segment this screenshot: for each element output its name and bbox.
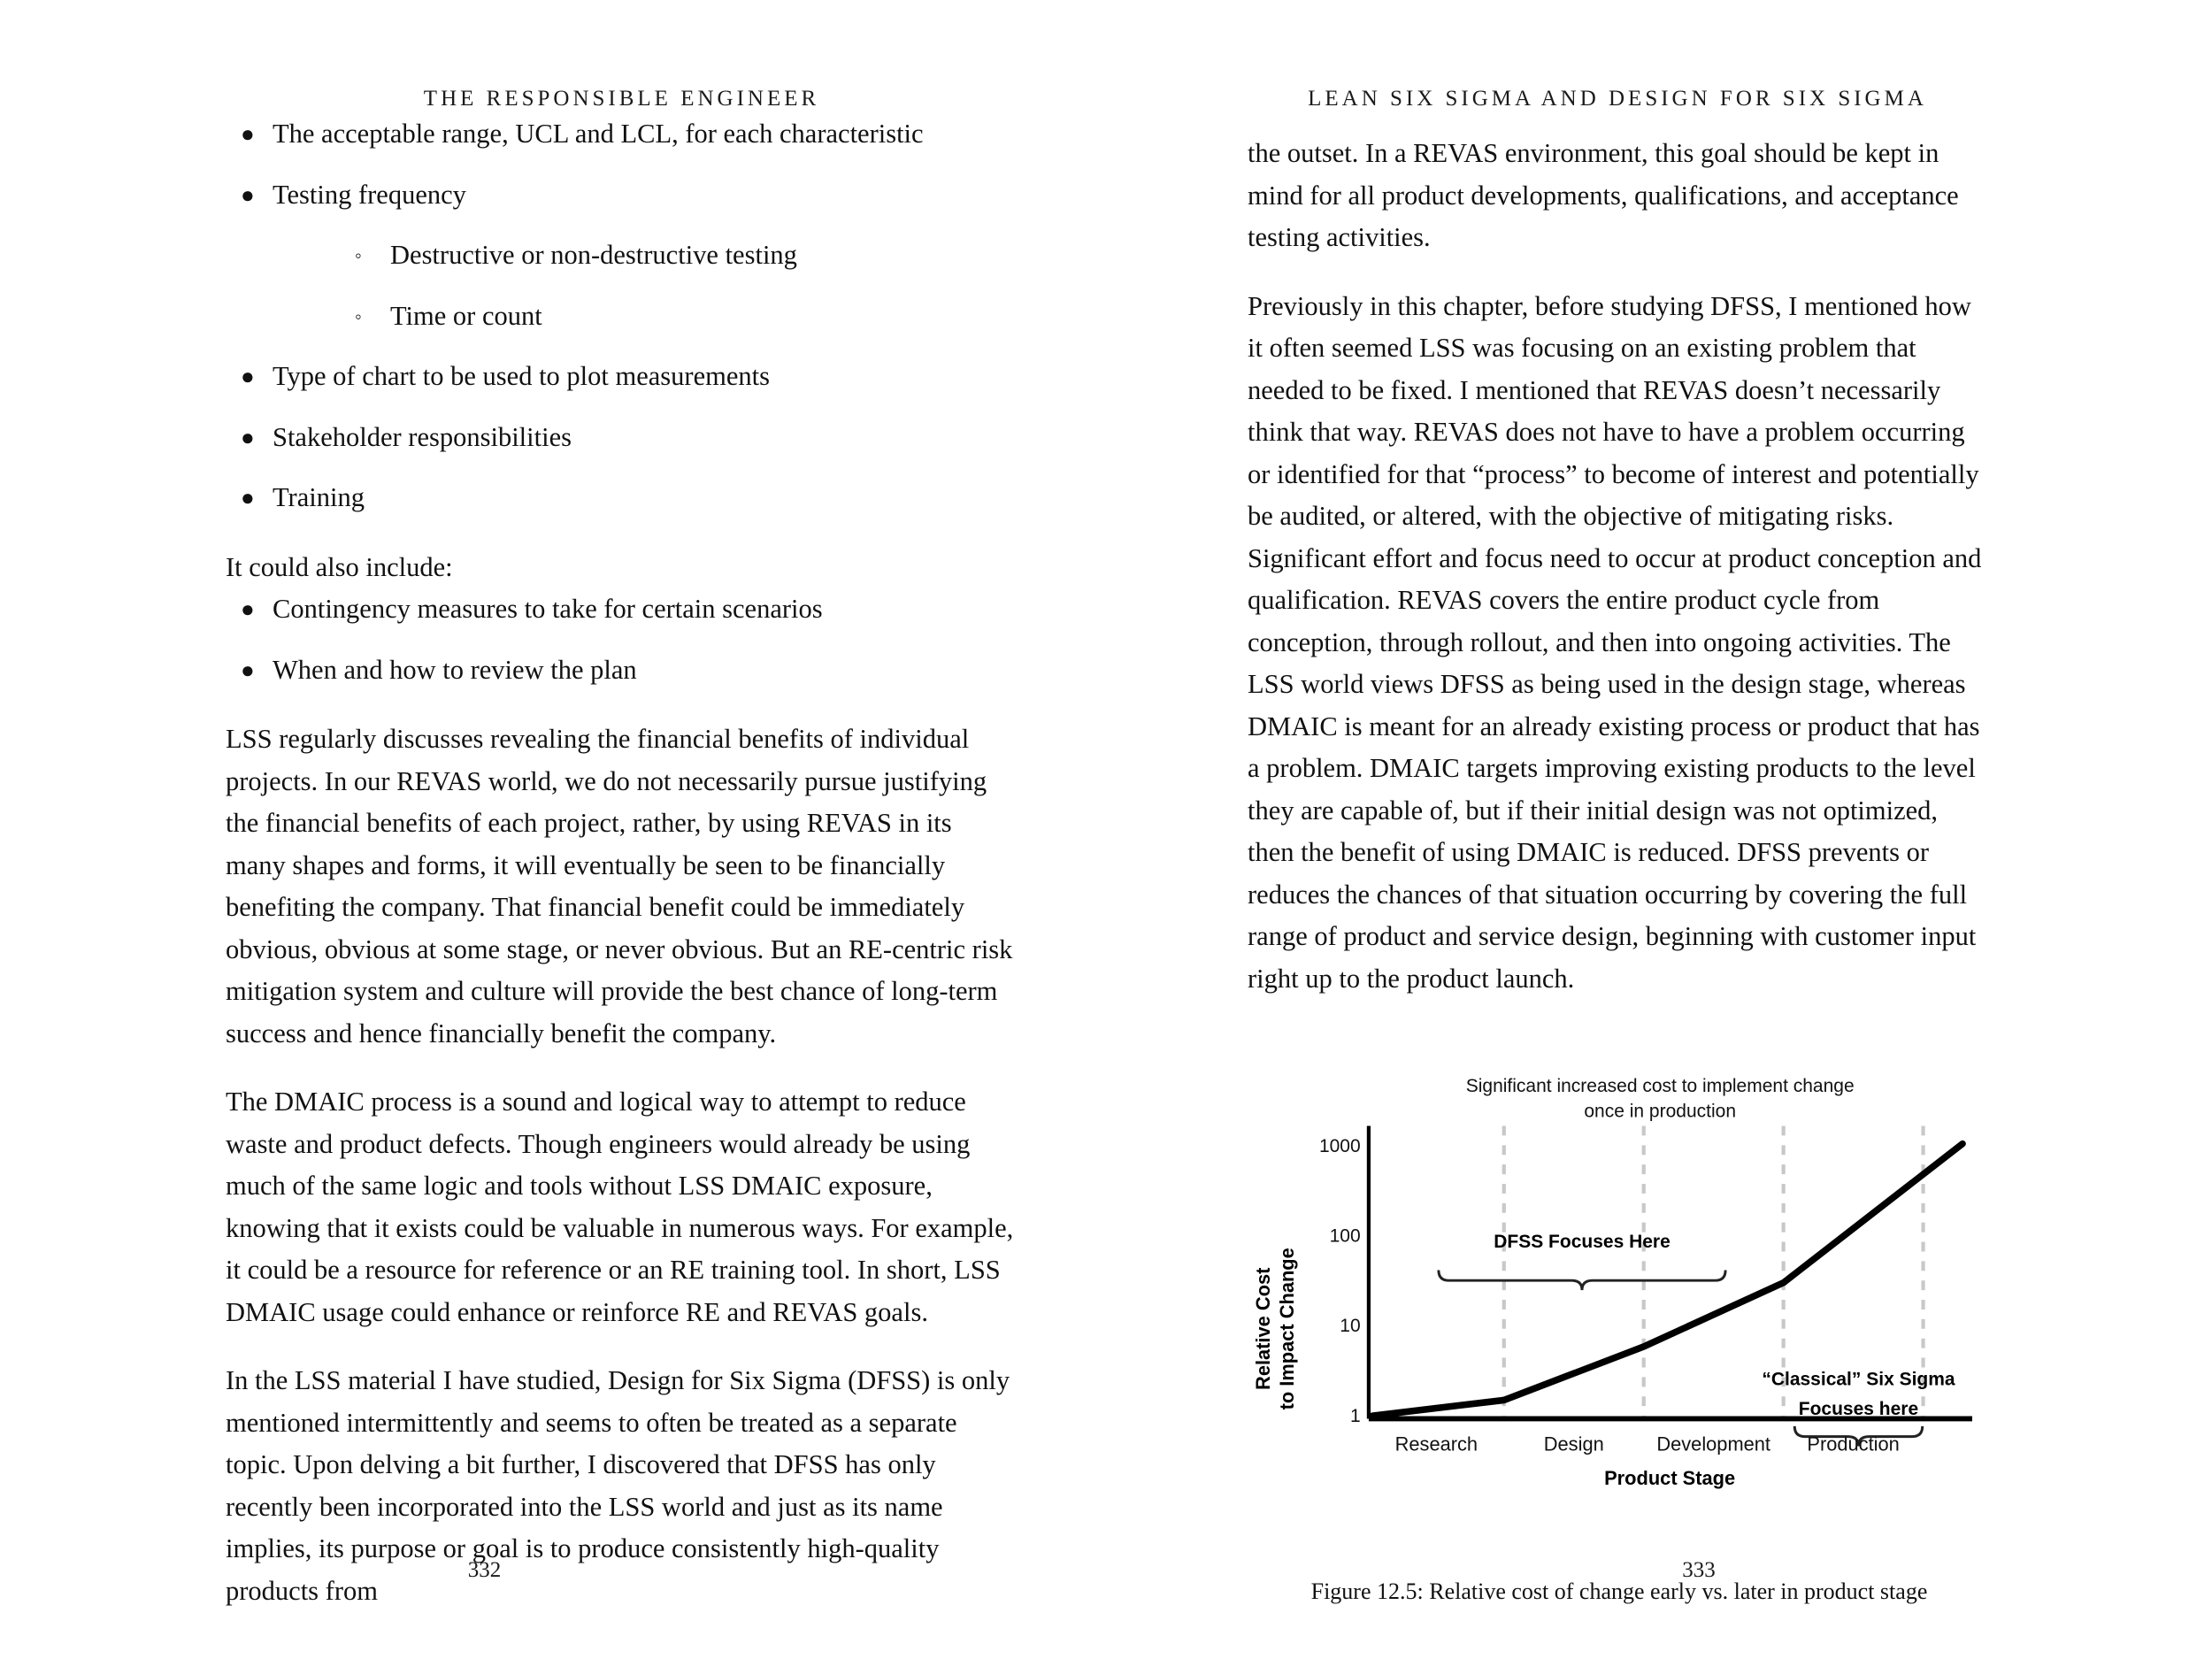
chart-title-line-1: Significant increased cost to implement change (1465, 1075, 1855, 1096)
y-axis-title-line-1: Relative Cost (1252, 1267, 1275, 1390)
chart-title-line-2: once in production (1584, 1101, 1737, 1122)
list-item (340, 296, 1018, 338)
bullet-marker-icon: ● (241, 424, 255, 450)
list-item (226, 649, 1018, 692)
y-axis-title (1252, 1248, 1298, 1409)
bullet-marker-icon: ● (241, 596, 255, 622)
bullet-marker-icon: ● (241, 121, 255, 147)
list-item-label: Contingency measures to take for certain scenarios (273, 594, 823, 624)
paragraph: LSS regularly discusses revealing the financial benefits of individual projects. In our REVAS world, we do not necessarily pursue justifying the financial benefits of each project, rather, by using REVAS in its many shapes and forms, it will eventually be seen to be financially benefiting the company. That financial benefit could be immediately obvious, obvious at some stage, or never obvious. But an RE-centric risk mitigation system and culture will provide the best chance of long-term success and hence financially benefit the company. (226, 724, 1013, 1048)
y-axis-title-line-2: to Impact Change (1276, 1248, 1299, 1410)
list-item-label: Time or count (390, 300, 542, 331)
bullet-marker-icon: ● (241, 485, 255, 511)
bullet-marker-icon: ● (241, 364, 255, 389)
x-axis-title: Product Stage (1604, 1467, 1736, 1490)
list-item (226, 477, 1018, 519)
intro-line: It could also include: (226, 551, 453, 582)
brace-dfss-icon (1439, 1270, 1725, 1290)
list-item-label: Testing frequency (273, 179, 466, 210)
list-item-label: Training (273, 482, 365, 512)
list-item-label: Stakeholder responsibilities (273, 421, 572, 452)
list-item-label: The acceptable range, UCL and LCL, for each characteristic (273, 119, 924, 149)
running-head-left: THE RESPONSIBLE ENGINEER (423, 87, 820, 111)
list-item (226, 588, 1018, 631)
list-item (226, 356, 1018, 398)
list-item (226, 417, 1018, 459)
figure-12-5 (1248, 1030, 1991, 1607)
page-number-left: 332 (467, 1558, 502, 1582)
list-item (340, 234, 1018, 277)
annotation-dfss-label: DFSS Focuses Here (1494, 1232, 1671, 1253)
list-item (226, 113, 1018, 156)
bullet-marker-icon: ● (241, 657, 255, 683)
list-item (226, 174, 1018, 338)
y-tick-label-1000: 1000 (1318, 1135, 1361, 1156)
bullet-marker-hollow-icon: ◦ (355, 304, 362, 327)
x-tick-label-research: Research (1394, 1432, 1479, 1455)
paragraph: In the LSS material I have studied, Design for Six Sigma (DFSS) is only mentioned intermittently and seems to often be treated as a separate topic. Upon delving a bit further, I discovered that DFSS has only recently been incorporated into the LSS world and just as its name implies, its purpose or goal is to produce consistently high-quality products from (226, 1365, 1010, 1606)
x-tick-label-design: Design (1543, 1432, 1604, 1455)
paragraph: the outset. In a REVAS environment, this goal should be kept in mind for all product developments, qualifications, and acceptance testing activities. (1248, 138, 1959, 252)
bullet-list-primary (226, 113, 1018, 519)
y-tick-label-10: 10 (1340, 1316, 1361, 1337)
chart-relative-cost-of-change (1248, 1030, 1991, 1561)
annotation-six-sigma-line-2: Focuses here (1798, 1399, 1919, 1420)
list-item-label: When and how to review the plan (273, 654, 637, 685)
annotation-six-sigma-line-1: “Classical” Six Sigma (1762, 1369, 1955, 1390)
bullet-marker-icon: ● (241, 181, 255, 208)
y-tick-label-1: 1 (1349, 1405, 1361, 1426)
bullet-marker-hollow-icon: ◦ (355, 244, 362, 266)
paragraph: Previously in this chapter, before studying DFSS, I mentioned how it often seemed LSS was focusing on an existing problem that needed to be fixed. I mentioned that REVAS doesn’t necessarily think that way. REVAS does not have to have a problem occurring or identified for that “process” to become of interest and potentially be audited, or altered, with the objective of mitigating risks. Significant effort and focus need to occur at product conception and qualification. REVAS covers the entire product cycle from conception, through rollout, and then into ongoing activities. The LSS world views DFSS as being used in the design stage, whereas DMAIC is meant for an already existing process or product that has a problem. DMAIC targets improving existing products to the level they are capable of, but if their initial design was not optimized, then the benefit of using DMAIC is reduced. DFSS prevents or reduces the chances of that situation occurring by covering the full range of product and service design, beginning with customer input right up to the product launch. (1248, 290, 1982, 994)
page-right (1106, 0, 2212, 1659)
list-item-label: Type of chart to be used to plot measurements (273, 361, 770, 391)
list-item-label: Destructive or non-destructive testing (390, 240, 797, 270)
bullet-list-sub (273, 234, 1018, 337)
y-tick-label-100: 100 (1329, 1225, 1361, 1247)
paragraph: The DMAIC process is a sound and logical way to attempt to reduce waste and product defects. Though engineers would already be using much of the same logic and tools without LSS DMAIC exposure, knowing that it exists could be valuable in numerous ways. For example, it could be a resource for reference or an RE training tool. In short, LSS DMAIC usage could enhance or reinforce RE and REVAS goals. (226, 1087, 1014, 1327)
figure-caption: Figure 12.5: Relative cost of change early vs. later in product stage (1310, 1578, 1928, 1604)
x-tick-label-production: Production (1807, 1432, 1900, 1455)
running-head-right: LEAN SIX SIGMA AND DESIGN FOR SIX SIGMA (1308, 87, 1927, 111)
bullet-list-secondary (226, 588, 1018, 691)
page-number-right: 333 (1682, 1558, 1716, 1582)
x-tick-label-development: Development (1656, 1432, 1770, 1455)
